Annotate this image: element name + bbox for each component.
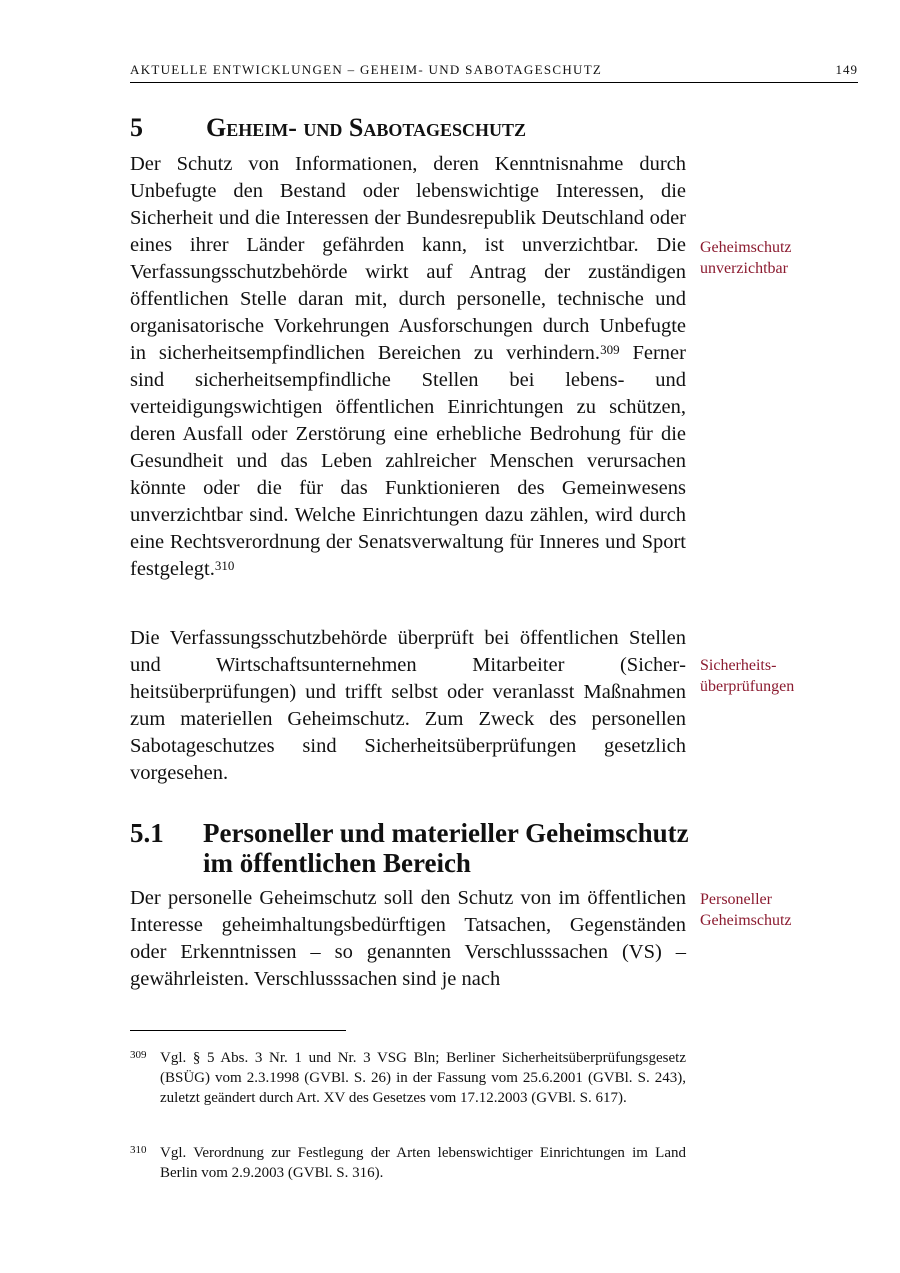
subsection-heading xyxy=(130,818,693,878)
margin-note-geheimschutz xyxy=(700,237,870,279)
footnote-text: Vgl. Verordnung zur Festlegung der Arten lebenswichtiger Einrichtungen im Land Berlin vom 2.9.2003 (GVBl. S. 316). xyxy=(160,1145,686,1181)
section-number: 5 xyxy=(130,113,143,142)
footnote-divider xyxy=(130,1030,346,1031)
footnote-309 xyxy=(130,1048,686,1108)
footnote-ref-310[interactable]: 310 xyxy=(214,558,235,573)
page-number: 149 xyxy=(835,62,858,77)
running-title: AKTUELLE ENTWICKLUNGEN – GEHEIM- UND SABOTAGESCHUTZ xyxy=(130,62,603,77)
margin-note-sicherheitsueberpruefungen xyxy=(700,655,870,697)
footnote-number: 309 xyxy=(130,1049,147,1061)
margin-note-line: Geheimschutz xyxy=(700,912,792,929)
footnote-text: Vgl. § 5 Abs. 3 Nr. 1 und Nr. 3 VSG Bln; Berliner Sicherheitsüberprüfungsgesetz (BSÜG) vom 2.3.1998 (GVBl. S. 26) in der Fassung vom 25.6.2001 (GVBl. S. 243), zuletzt geändert durch Art. XV des Gesetzes vom 17.12.2003 (GVBl. S. 617). xyxy=(160,1050,686,1106)
margin-note-line: unverzichtbar xyxy=(700,260,788,277)
page-header xyxy=(130,60,858,83)
section-title: Geheim- und Sabotageschutz xyxy=(206,113,527,142)
subsection-number: 5.1 xyxy=(130,818,164,848)
footnote-number: 310 xyxy=(130,1144,147,1156)
margin-note-personeller-geheimschutz xyxy=(700,889,870,931)
section-heading xyxy=(130,110,526,146)
subsection-title: Personeller und materieller Geheimschutz im öffentlichen Bereich xyxy=(203,818,689,878)
margin-note-line: Personeller xyxy=(700,891,772,908)
paragraph-intro xyxy=(130,151,686,583)
paragraph-security-checks: Die Verfassungsschutzbehörde überprüft bei öffentlichen Stellen und Wirtschaftsunternehmen Mitarbeiter (Sicherheitsüberprüfungen) und trifft selbst oder veranlasst Maßnahmen zum materiellen Geheimschutz. Zum Zweck des personellen Sabotageschutzes sind Sicherheitsüberprüfungen gesetzlich vorgesehen. xyxy=(130,627,686,784)
margin-note-line: überprüfungen xyxy=(700,678,795,695)
paragraph-intro-text-1: Der Schutz von Informationen, deren Kenntnisnahme durch Unbefugte den Bestand oder lebenswichtige Interessen, die Sicherheit und die Interessen der Bundesrepublik Deutschland oder eines ihrer Länder gefährden kann, ist unverzichtbar. Die Verfassungsschutzbehörde wirkt auf Antrag der zuständigen öffentlichen Stelle daran mit, durch personelle, technische und organisatorische Vorkehrungen Ausforschungen durch Unbefugte in sicherheitsempfindlichen Bereichen zu verhindern. xyxy=(130,153,686,364)
margin-note-line: Sicherheits- xyxy=(700,657,777,674)
footnote-310 xyxy=(130,1143,686,1183)
paragraph-intro-text-2: Ferner sind sicherheitsempfindliche Stellen bei lebens- und verteidigungswichtigen öffentlichen Einrichtungen zu schützen, deren Ausfall oder Zerstörung eine erhebliche Bedrohung für die Gesundheit und das Leben zahlreicher Menschen verursachen könnte oder die für das Funktionieren des Gemeinwesens unverzichtbar sind. Welche Einrichtungen dazu zählen, wird durch eine Rechtsverordnung der Senatsverwaltung für Inneres und Sport festgelegt. xyxy=(130,342,686,580)
margin-note-line: Geheimschutz xyxy=(700,239,792,256)
paragraph-personnel-protection: Der personelle Geheimschutz soll den Schutz von im öffentlichen Interesse geheimhaltungsbedürftigen Tatsachen, Gegenständen oder Erkenntnissen – so genannten Verschlusssachen (VS) – gewährleisten. Verschlusssachen sind je nach xyxy=(130,887,686,990)
footnote-ref-309[interactable]: 309 xyxy=(600,342,620,357)
